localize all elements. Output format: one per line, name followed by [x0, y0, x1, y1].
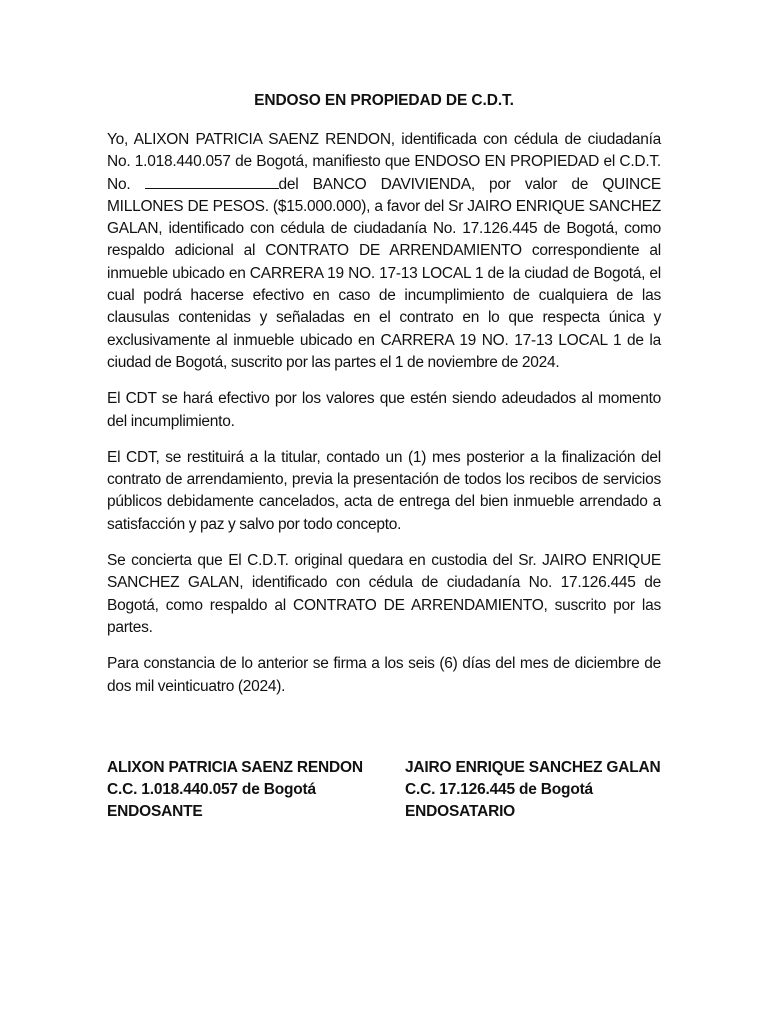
paragraph-effectiveness: El CDT se hará efectivo por los valores que estén siendo adeudados al momento del incumplimiento.: [107, 390, 661, 430]
endorsee-name: JAIRO ENRIQUE SANCHEZ GALAN: [405, 759, 661, 776]
endorsee-role: ENDOSATARIO: [405, 803, 516, 820]
paragraph-signing-date: Para constancia de lo anterior se firma a los seis (6) días del mes de diciembre de dos mil veinticuatro (2024).: [107, 655, 661, 695]
document-title: ENDOSO EN PROPIEDAD DE C.D.T.: [254, 92, 514, 109]
signature-block: [107, 757, 687, 823]
endorser-name: ALIXON PATRICIA SAENZ RENDON: [107, 759, 363, 776]
paragraph-restitution: El CDT, se restituirá a la titular, contado un (1) mes posterior a la finalización del contrato de arrendamiento, previa la presentación de todos los recibos de servicios públicos debidamente cancelados, acta de entrega del bien inmueble arrendado a satisfacción y paz y salvo por todo concepto.: [107, 448, 661, 533]
endorser-role: ENDOSANTE: [107, 803, 203, 820]
signature-endorsee: [405, 757, 685, 823]
paragraph-endorsement: [107, 129, 661, 374]
cdt-number-blank-line: [145, 174, 279, 189]
paragraph-endorsement-part1: Yo, ALIXON PATRICIA SAENZ RENDON, identificada con cédula de ciudadanía No. 1.018.440.057 de Bogotá, manifiesto que ENDOSO EN PROPIEDAD el C.D.T. No.: [107, 131, 661, 193]
signature-endorser: [107, 757, 405, 823]
document-body: [107, 90, 661, 712]
endorsee-id: C.C. 17.126.445 de Bogotá: [405, 781, 593, 798]
paragraph-custody: Se concierta que El C.D.T. original quedara en custodia del Sr. JAIRO ENRIQUE SANCHEZ GALAN, identificado con cédula de ciudadanía No. 17.126.445 de Bogotá, como respaldo al CONTRATO DE ARRENDAMIENTO, suscrito por las partes.: [107, 552, 661, 636]
endorser-id: C.C. 1.018.440.057 de Bogotá: [107, 781, 316, 798]
paragraph-endorsement-part2: del BANCO DAVIVIENDA, por valor de QUINCE MILLONES DE PESOS. ($15.000.000), a favor del Sr JAIRO ENRIQUE SANCHEZ GALAN, identificado con cédula de ciudadanía No. 17.126.445 de Bogotá, como respaldo adicional al CONTRATO DE ARRENDAMIENTO correspondiente al inmueble ubicado en CARRERA 19 NO. 17-13 LOCAL 1 de la ciudad de Bogotá, el cual podrá hacerse efectivo en caso de incumplimiento de cualquiera de las clausulas contenidas y señaladas en el contrato en lo que respecta única y exclusivamente al inmueble ubicado en CARRERA 19 NO. 17-13 LOCAL 1 de la ciudad de Bogotá, suscrito por las partes el 1 de noviembre de 2024.: [107, 175, 661, 371]
